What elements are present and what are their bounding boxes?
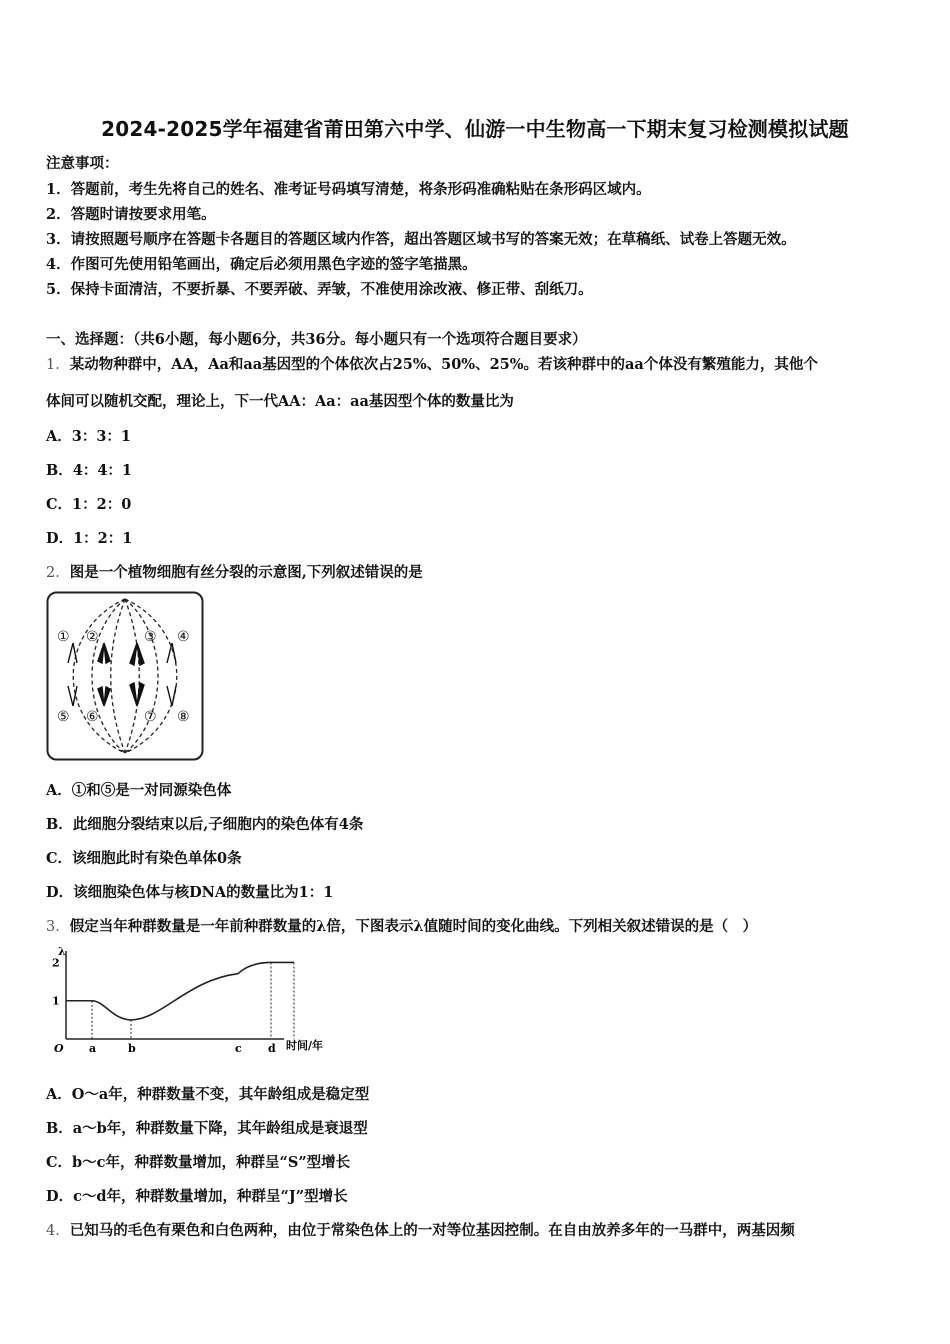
x-axis-label: 时间/年 — [286, 1039, 324, 1052]
question-3 — [46, 915, 757, 936]
x-tick-label: a — [89, 1042, 97, 1055]
option-c: C．b～c年，种群数量增加，种群呈“S”型增长 — [46, 1154, 351, 1171]
notice-heading: 注意事项： — [46, 155, 119, 172]
question-number: 1． — [46, 357, 70, 373]
option-d: D．1：2：1 — [46, 530, 133, 547]
label-2: ② — [86, 629, 99, 645]
label-3: ③ — [144, 629, 157, 645]
option-a: A．O～a年，种群数量不变，其年龄组成是稳定型 — [46, 1086, 370, 1103]
question-text-cont: 体间可以随机交配，理论上，下一代AA：Aa：aa基因型个体的数量比为 — [46, 393, 514, 410]
label-5: ⑤ — [57, 709, 70, 725]
option-b: B．此细胞分裂结束以后,子细胞内的染色体有4条 — [46, 816, 364, 833]
lambda-curve — [66, 962, 294, 1019]
question-number: 2． — [46, 565, 70, 581]
option-c: C．1：2：0 — [46, 496, 132, 513]
option-d: D．c～d年，种群数量增加，种群呈“J”型增长 — [46, 1188, 348, 1205]
question-4 — [46, 1219, 795, 1240]
notice-item: 2．答题时请按要求用笔。 — [46, 206, 216, 223]
question-text: 图是一个植物细胞有丝分裂的示意图,下列叙述错误的是 — [69, 564, 423, 581]
question-2 — [46, 561, 423, 582]
option-d: D．该细胞染色体与核DNA的数量比为1：1 — [46, 884, 334, 901]
notice-item: 5．保持卡面清洁，不要折暴、不要弄破、弄皱，不准使用涂改液、修正带、刮纸刀。 — [46, 281, 593, 298]
notice-item: 4．作图可先使用铅笔画出，确定后必须用黑色字迹的签字笔描黑。 — [46, 256, 477, 273]
question-text: 假定当年种群数量是一年前种群数量的λ倍，下图表示λ值随时间的变化曲线。下列相关叙述错误的是（ ） — [69, 918, 758, 935]
cell-wall — [48, 593, 203, 760]
notice-item: 1．答题前，考生先将自己的姓名、准考证号码填写清楚，将条形码准确粘贴在条形码区域内。 — [46, 181, 651, 198]
question-number: 3． — [46, 919, 70, 935]
y-tick-label: 1 — [52, 994, 60, 1008]
label-6: ⑥ — [86, 709, 99, 725]
lambda-chart — [46, 945, 358, 1057]
label-1: ① — [57, 629, 70, 645]
y-axis-label: λ — [58, 945, 66, 958]
notice-item: 3．请按照题号顺序在答题卡各题目的答题区域内作答，超出答题区域书写的答案无效；在草稿纸、试卷上答题无效。 — [46, 231, 796, 248]
chromosomes — [68, 643, 176, 706]
question-number: 4． — [46, 1223, 70, 1239]
question-1 — [46, 353, 818, 374]
x-tick-label: c — [235, 1042, 242, 1055]
label-7: ⑦ — [144, 709, 157, 725]
x-tick-label: O — [54, 1042, 64, 1055]
x-tick-label: d — [268, 1042, 276, 1055]
spindle-fibers — [73, 599, 177, 753]
option-b: B．a～b年，种群数量下降，其年龄组成是衰退型 — [46, 1120, 368, 1137]
y-tick-label: 2 — [52, 956, 60, 970]
question-text: 某动物种群中，AA，Aa和aa基因型的个体依次占25%、50%、25%。若该种群中的aa个体没有繁殖能力，其他个 — [69, 356, 818, 373]
section-heading: 一、选择题：（共6小题，每小题6分，共36分。每小题只有一个选项符合题目要求） — [46, 331, 587, 348]
option-a: A．3：3：1 — [46, 428, 132, 445]
x-tick-label: b — [128, 1042, 136, 1055]
mitosis-cell-diagram — [46, 591, 204, 761]
chart-axes — [66, 951, 284, 1039]
option-b: B．4：4：1 — [46, 462, 133, 479]
page-title: 2024-2025学年福建省莆田第六中学、仙游一中生物高一下期末复习检测模拟试题 — [101, 117, 849, 141]
option-c: C．该细胞此时有染色单体0条 — [46, 850, 242, 867]
option-a: A．①和⑤是一对同源染色体 — [46, 782, 232, 799]
label-4: ④ — [177, 629, 190, 645]
label-8: ⑧ — [177, 709, 190, 725]
question-text: 已知马的毛色有栗色和白色两种，由位于常染色体上的一对等位基因控制。在自由放养多年的一马群中，两基因频 — [69, 1222, 795, 1239]
